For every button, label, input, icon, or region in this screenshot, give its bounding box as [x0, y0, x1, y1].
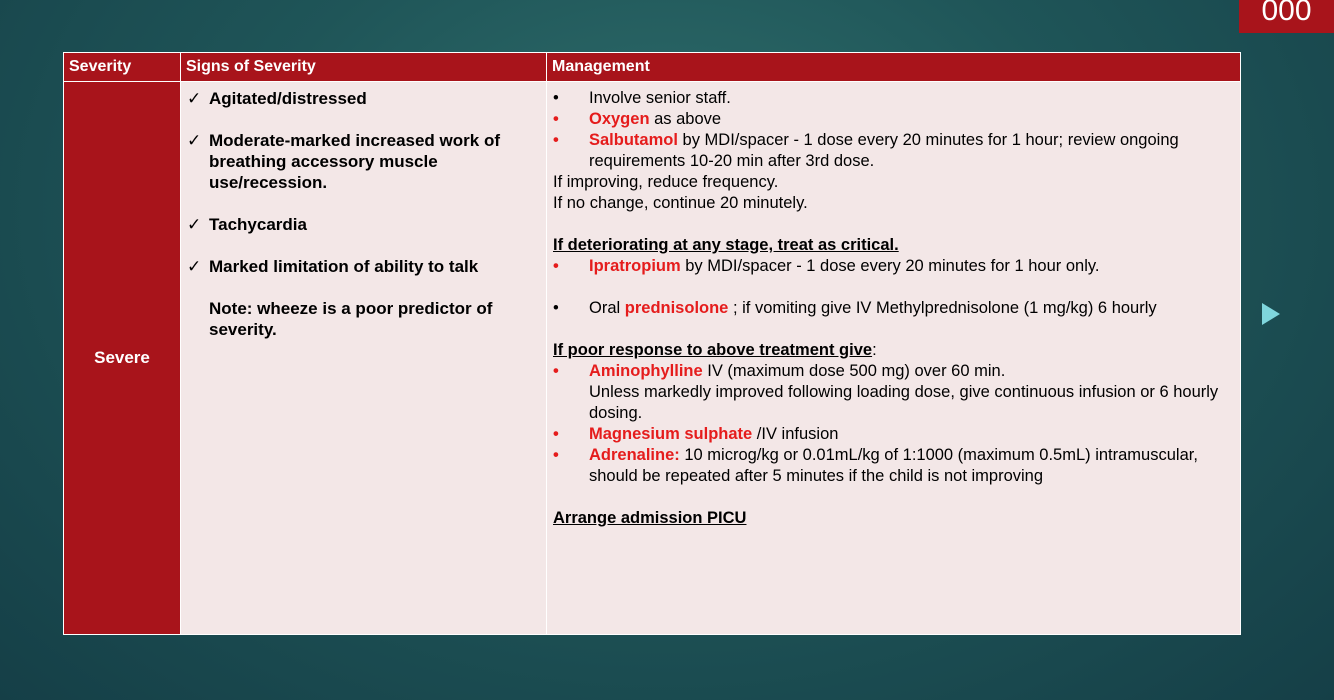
bullet-icon: •	[553, 446, 559, 464]
management-cell	[547, 82, 1241, 635]
mgmt-line: If no change, continue 20 minutely.	[553, 194, 808, 212]
bullet-icon: •	[553, 299, 559, 317]
mgmt-bullet: • Oral prednisolone ; if vomiting give IV Methylprednisolone (1 mg/kg) 6 hourly	[553, 299, 1157, 317]
bullet-icon: •	[553, 131, 559, 149]
arrange-admission: Arrange admission PICU	[553, 509, 747, 527]
mgmt-continuation: Unless markedly improved following loading dose, give continuous infusion or 6 hourly dosing.	[589, 383, 1219, 422]
slide-number: 000	[1261, 0, 1312, 27]
mgmt-bullet: • Adrenaline: 10 microg/kg or 0.01mL/kg of 1:1000 (maximum 0.5mL) intramuscular, should be repeated after 5 minutes if the child is not improving	[553, 446, 1198, 485]
header-severity: Severity	[64, 53, 181, 82]
sign-item: ✓ Marked limitation of ability to talk	[187, 257, 479, 276]
sign-item: ✓ Tachycardia	[187, 215, 307, 234]
drug-magnesium: Magnesium sulphate	[589, 425, 753, 443]
header-management: Management	[547, 53, 1241, 82]
bullet-icon: •	[553, 110, 559, 128]
check-icon: ✓	[187, 257, 202, 276]
mgmt-bullet: • Aminophylline IV (maximum dose 500 mg) over 60 min.	[553, 362, 1006, 380]
drug-adrenaline: Adrenaline:	[589, 446, 680, 464]
sign-item: ✓ Agitated/distressed	[187, 89, 367, 108]
decorative-arrow-icon	[1262, 303, 1280, 325]
drug-oxygen: Oxygen	[589, 110, 650, 128]
mgmt-bullet: • Oxygen as above	[553, 110, 722, 128]
mgmt-bullet: • Magnesium sulphate /IV infusion	[553, 425, 839, 443]
bullet-icon: •	[553, 89, 559, 107]
severity-cell: Severe	[64, 82, 181, 635]
severity-table	[63, 52, 1241, 635]
check-icon: ✓	[187, 215, 202, 234]
drug-salbutamol: Salbutamol	[589, 131, 678, 149]
signs-cell	[181, 82, 547, 635]
heading-deteriorating: If deteriorating at any stage, treat as critical.	[553, 236, 899, 254]
bullet-icon: •	[553, 257, 559, 275]
bullet-icon: •	[553, 425, 559, 443]
mgmt-line: If improving, reduce frequency.	[553, 173, 779, 191]
heading-poor-response: If poor response to above treatment give:	[553, 341, 877, 359]
severe-row	[64, 82, 1241, 635]
signs-note: Note: wheeze is a poor predictor of severity.	[209, 299, 493, 339]
drug-prednisolone: prednisolone	[624, 299, 729, 317]
header-row	[64, 53, 1241, 82]
slide-number-box	[1239, 0, 1334, 33]
check-icon: ✓	[187, 89, 202, 108]
drug-ipratropium: Ipratropium	[589, 257, 681, 275]
mgmt-bullet: • Ipratropium by MDI/spacer - 1 dose every 20 minutes for 1 hour only.	[553, 257, 1100, 275]
header-signs: Signs of Severity	[181, 53, 547, 82]
bullet-icon: •	[553, 362, 559, 380]
check-icon: ✓	[187, 131, 202, 150]
drug-aminophylline: Aminophylline	[589, 362, 703, 380]
mgmt-bullet: • Salbutamol by MDI/spacer - 1 dose every 20 minutes for 1 hour; review ongoing requirements 10-20 min after 3rd dose.	[553, 131, 1179, 170]
sign-item: ✓ Moderate-marked increased work of breathing accessory muscle use/recession.	[187, 131, 500, 192]
mgmt-bullet: • Involve senior staff.	[553, 89, 731, 107]
